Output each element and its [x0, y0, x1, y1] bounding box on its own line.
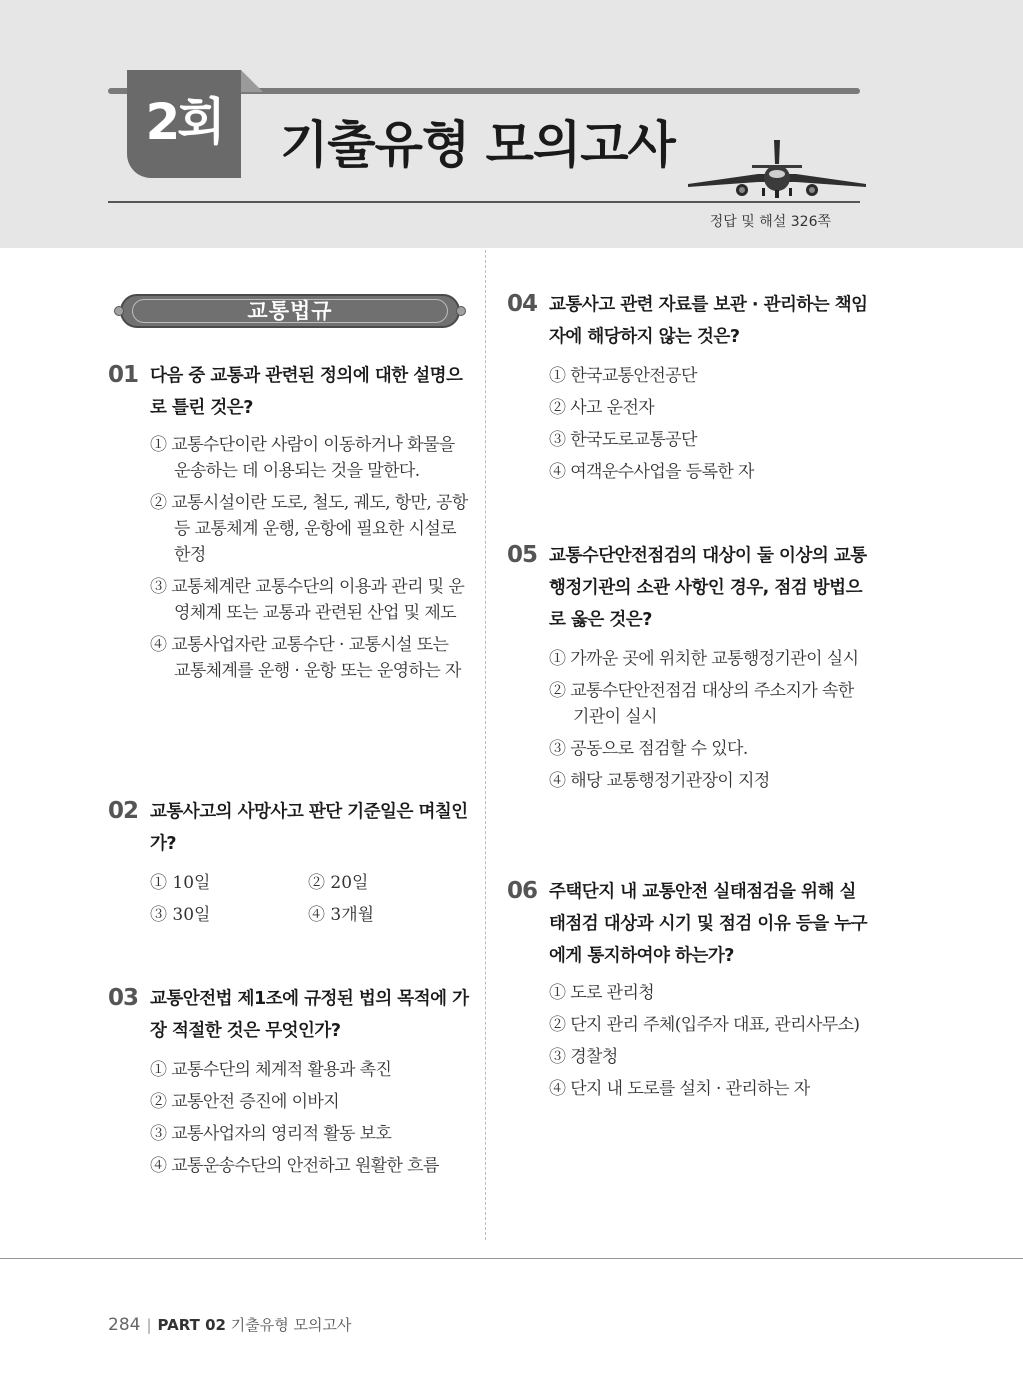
option-1[interactable]: ① 교통수단의 체계적 활용과 촉진 [150, 1060, 392, 1080]
question-line: 교통사고 관련 자료를 보관 · 관리하는 책임 [549, 295, 868, 315]
option-3[interactable]: ③ 교통사업자의 영리적 활동 보호 [150, 1124, 392, 1144]
question-number: 01 [108, 362, 139, 388]
badge-fold [241, 70, 263, 92]
option-2[interactable]: ② 단지 관리 주체(입주자 대표, 관리사무소) [549, 1015, 860, 1035]
option-4[interactable]: ④ 여객운수사업을 등록한 자 [549, 462, 754, 482]
question-line: 주택단지 내 교통안전 실태점검을 위해 실 [549, 882, 856, 902]
option-list [150, 1057, 468, 1185]
option-list [549, 980, 867, 1108]
footer-part-title: 기출유형 모의고사 [230, 1316, 352, 1334]
option-1[interactable]: ① 10일 [150, 873, 211, 893]
section-title: 교통법규 [247, 299, 333, 323]
question-line: 교통사고의 사망사고 판단 기준일은 며칠인 [150, 802, 468, 822]
option-1[interactable]: ① 도로 관리청 [549, 983, 655, 1003]
page-number: 284 [108, 1315, 141, 1335]
question-line: 장 적절한 것은 무엇인가? [150, 1021, 341, 1041]
option-1[interactable]: ① 교통수단이란 사람이 이동하거나 화물을 운송하는 데 이용되는 것을 말한다. [150, 435, 455, 481]
question-line: 에게 통지하여야 하는가? [549, 946, 734, 966]
option-2[interactable]: ② 20일 [308, 873, 369, 893]
question-text [549, 876, 877, 972]
question-text [549, 540, 877, 636]
question-line: 태점검 대상과 시기 및 점검 이유 등을 누구 [549, 914, 868, 934]
question-text [549, 289, 877, 353]
option-2[interactable]: ② 교통수단안전점검 대상의 주소지가 속한 기관이 실시 [549, 681, 854, 727]
option-4[interactable]: ④ 해당 교통행정기관장이 지정 [549, 771, 770, 791]
question-line: 자에 해당하지 않는 것은? [549, 327, 740, 347]
option-3[interactable]: ③ 교통체계란 교통수단의 이용과 관리 및 운영체계 또는 교통과 관련된 산업 및 제도 [150, 577, 465, 623]
question-line: 교통수단안전점검의 대상이 둘 이상의 교통 [549, 546, 867, 566]
option-list [549, 363, 867, 491]
option-1[interactable]: ① 한국교통안전공단 [549, 366, 697, 386]
page-title: 기출유형 모의고사 [280, 116, 675, 174]
question-line: 가? [150, 834, 177, 854]
airplane-icon [686, 138, 868, 200]
option-3[interactable]: ③ 공동으로 점검할 수 있다. [549, 739, 748, 759]
option-3[interactable]: ③ 경찰청 [549, 1047, 618, 1067]
answer-reference: 정답 및 해설 326쪽 [709, 214, 831, 230]
page-header [0, 0, 1023, 248]
option-4[interactable]: ④ 교통운송수단의 안전하고 원활한 흐름 [150, 1156, 439, 1176]
question-number: 03 [108, 985, 139, 1011]
option-1[interactable]: ① 가까운 곳에 위치한 교통행정기관이 실시 [549, 649, 859, 669]
option-2[interactable]: ② 사고 운전자 [549, 398, 655, 418]
question-line: 로 틀린 것은? [150, 398, 253, 418]
option-list [150, 432, 468, 690]
question-line: 다음 중 교통과 관련된 정의에 대한 설명으 [150, 366, 463, 386]
question-number: 04 [507, 291, 538, 317]
question-text [150, 360, 478, 424]
page-footer [108, 1314, 351, 1336]
section-banner [114, 294, 466, 328]
question-line: 행정기관의 소관 사항인 경우, 점검 방법으 [549, 578, 862, 598]
option-3[interactable]: ③ 30일 [150, 905, 211, 925]
question-number: 06 [507, 878, 538, 904]
question-number: 05 [507, 542, 538, 568]
footer-part: PART 02 [157, 1316, 226, 1334]
option-2[interactable]: ② 교통시설이란 도로, 철도, 궤도, 항만, 공항 등 교통체계 운행, 운항에 필요한 시설로 한정 [150, 493, 468, 565]
question-text [150, 796, 478, 860]
question-line: 교통안전법 제1조에 규정된 법의 목적에 가 [150, 989, 469, 1009]
option-4[interactable]: ④ 단지 내 도로를 설치 · 관리하는 자 [549, 1079, 810, 1099]
column-divider [485, 250, 486, 1240]
footer-separator: | [146, 1316, 152, 1334]
option-2[interactable]: ② 교통안전 증진에 이바지 [150, 1092, 340, 1112]
option-4[interactable]: ④ 3개월 [308, 905, 375, 925]
option-3[interactable]: ③ 한국도로교통공단 [549, 430, 697, 450]
footer-rule [0, 1258, 1023, 1259]
header-rule-bottom [108, 201, 860, 203]
question-text [150, 983, 478, 1047]
option-4[interactable]: ④ 교통사업자란 교통수단 · 교통시설 또는 교통체계를 운행 · 운항 또는 운영하는 자 [150, 635, 461, 681]
round-badge-label: 2회 [145, 93, 223, 151]
question-number: 02 [108, 798, 139, 824]
option-list [549, 646, 867, 800]
question-line: 로 옳은 것은? [549, 610, 652, 630]
